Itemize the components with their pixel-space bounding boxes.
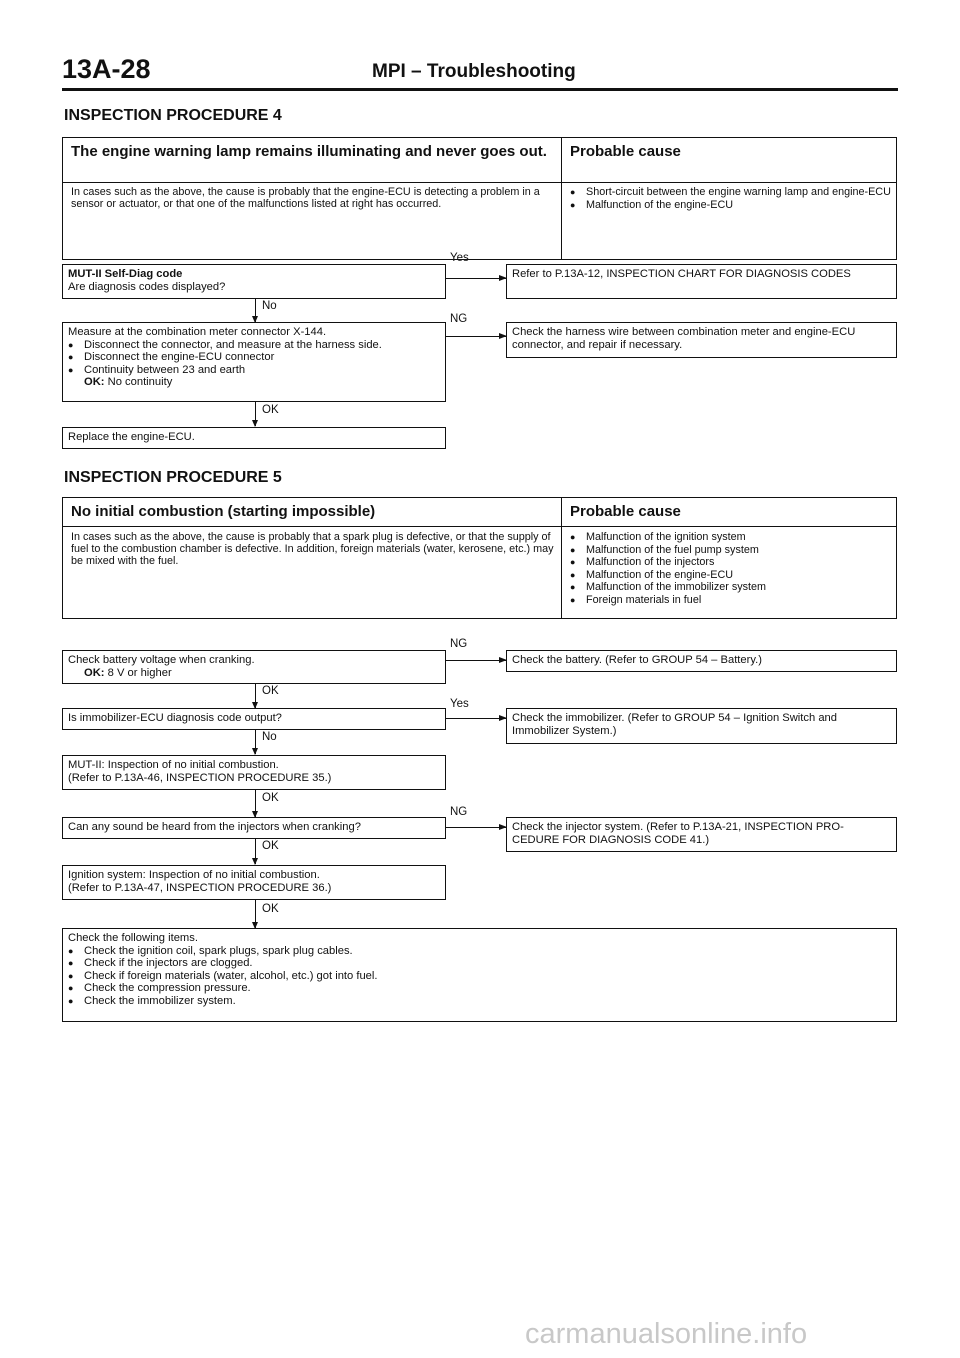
cause-item: ● Malfunction of the fuel pump system (570, 543, 759, 556)
step-instruction: Measure at the combination meter connector X-144. (68, 326, 327, 338)
ok-label: OK (262, 792, 279, 804)
p5-step-injector-sound: Can any sound be heard from the injectors when cranking? (62, 817, 446, 839)
cause-item: ● Malfunction of the injectors (570, 556, 715, 568)
yes-arrow (446, 278, 506, 279)
procedure-4-title: INSPECTION PROCEDURE 4 (64, 107, 282, 124)
step-instruction: Check the following items. (68, 932, 198, 944)
p4-yes-action-box: Refer to P.13A-12, INSPECTION CHART FOR DIAGNOSIS CODES (506, 264, 897, 299)
check-item: ● Check the ignition coil, spark plugs, spark plug cables. (68, 944, 353, 957)
p4-step-mut-ii-self-diag (62, 264, 446, 299)
no-arrow (255, 299, 256, 322)
ok-label: OK (262, 685, 279, 697)
ng-arrow (446, 827, 506, 828)
probable-cause-list (570, 186, 892, 211)
check-item: ● Check the immobilizer system. (68, 994, 236, 1007)
page-title: MPI – Troubleshooting (372, 61, 576, 82)
ng-label: NG (450, 638, 468, 650)
ng-arrow (446, 660, 506, 661)
no-label: No (262, 731, 277, 743)
procedure-5-symptom-table (62, 497, 897, 619)
cause-item: ● Foreign materials in fuel (570, 593, 702, 606)
step-text: Ignition system: Inspection of no initial combustion. (68, 869, 320, 881)
procedure-5-title: INSPECTION PROCEDURE 5 (64, 469, 282, 486)
ok-arrow (255, 900, 256, 928)
yes-arrow (446, 718, 506, 719)
ng-label: NG (450, 313, 468, 325)
p5-ng-check-injector: Check the injector system. (Refer to P.13A-21, INSPECTION PRO-CEDURE FOR DIAGNOSIS CODE 41.) (506, 817, 897, 852)
ok-criteria: OK: 8 V or higher (84, 666, 172, 679)
ng-label: NG (450, 806, 468, 818)
ok-arrow (255, 790, 256, 817)
p5-step-battery-voltage (62, 650, 446, 684)
ng-arrow (446, 336, 506, 337)
header-divider (62, 88, 898, 91)
step-bullet: ● Disconnect the engine-ECU connector (68, 351, 275, 363)
step-text: MUT-II: Inspection of no initial combustion. (68, 759, 279, 771)
step-bullet: ● Disconnect the connector, and measure at the harness side. (68, 338, 382, 351)
symptom-heading: No initial combustion (starting impossible) (71, 503, 376, 520)
p5-step-check-following-items (62, 928, 897, 1022)
p5-step-mut-ii-inspection (62, 755, 446, 790)
ok-arrow (255, 402, 256, 426)
probable-cause-heading: Probable cause (570, 143, 681, 160)
ok-criteria: OK: No continuity (84, 376, 173, 388)
check-item: ● Check the compression pressure. (68, 982, 251, 994)
page-number: 13A-28 (62, 54, 151, 84)
probable-cause-heading: Probable cause (570, 503, 681, 520)
p4-step-replace-ecu: Replace the engine-ECU. (62, 427, 446, 449)
table-column-divider (561, 498, 562, 618)
p4-step-measure-connector (62, 322, 446, 402)
yes-label: Yes (450, 698, 469, 710)
step-reference: (Refer to P.13A-47, INSPECTION PROCEDURE 36.) (68, 881, 332, 894)
probable-cause-list (570, 531, 892, 606)
watermark: carmanualsonline.info (525, 1318, 808, 1350)
cause-item: ● Malfunction of the immobilizer system (570, 581, 767, 593)
ok-label: OK (262, 903, 279, 915)
ok-label: OK (262, 840, 279, 852)
check-item: ● Check if the injectors are clogged. (68, 957, 253, 969)
p5-yes-check-immobilizer: Check the immobilizer. (Refer to GROUP 54 – Ignition Switch and Immobilizer System.) (506, 708, 897, 744)
no-arrow (255, 730, 256, 754)
cause-item: ● Malfunction of the engine-ECU (570, 198, 734, 211)
symptom-description: In cases such as the above, the cause is probably that a spark plug is defective, or that the supply of fuel to the combustion chamber is defective. In addition, foreign materials (water, kerosene, etc.) may be mixed with the fuel. (71, 531, 554, 567)
step-instruction: Check battery voltage when cranking. (68, 654, 255, 666)
ok-arrow (255, 684, 256, 708)
yes-label: Yes (450, 252, 469, 264)
procedure-4-symptom-table (62, 137, 897, 260)
step-bullet: ● Continuity between 23 and earth (68, 363, 246, 376)
p5-step-immobilizer-code: Is immobilizer-ECU diagnosis code output? (62, 708, 446, 730)
step-heading: MUT-II Self-Diag code (68, 268, 183, 280)
no-label: No (262, 300, 277, 312)
step-question: Are diagnosis codes displayed? (68, 280, 226, 293)
ok-label: OK (262, 404, 279, 416)
p5-ng-check-battery: Check the battery. (Refer to GROUP 54 – Battery.) (506, 650, 897, 672)
cause-item: ● Malfunction of the ignition system (570, 531, 746, 543)
cause-item: ● Short-circuit between the engine warning lamp and engine-ECU (570, 186, 891, 198)
p5-step-ignition-system (62, 865, 446, 900)
symptom-heading: The engine warning lamp remains illuminating and never goes out. (71, 143, 547, 160)
step-reference: (Refer to P.13A-46, INSPECTION PROCEDURE 35.) (68, 771, 332, 784)
table-column-divider (561, 138, 562, 259)
check-item: ● Check if foreign materials (water, alcohol, etc.) got into fuel. (68, 969, 378, 982)
ok-arrow (255, 839, 256, 864)
p4-ng-action-box: Check the harness wire between combination meter and engine-ECU connector, and repair if necessary. (506, 322, 897, 358)
cause-item: ● Malfunction of the engine-ECU (570, 568, 734, 581)
symptom-description: In cases such as the above, the cause is probably that the engine-ECU is detecting a problem in a sensor or actuator, or that one of the malfunctions listed at right has occurred. (71, 186, 540, 210)
